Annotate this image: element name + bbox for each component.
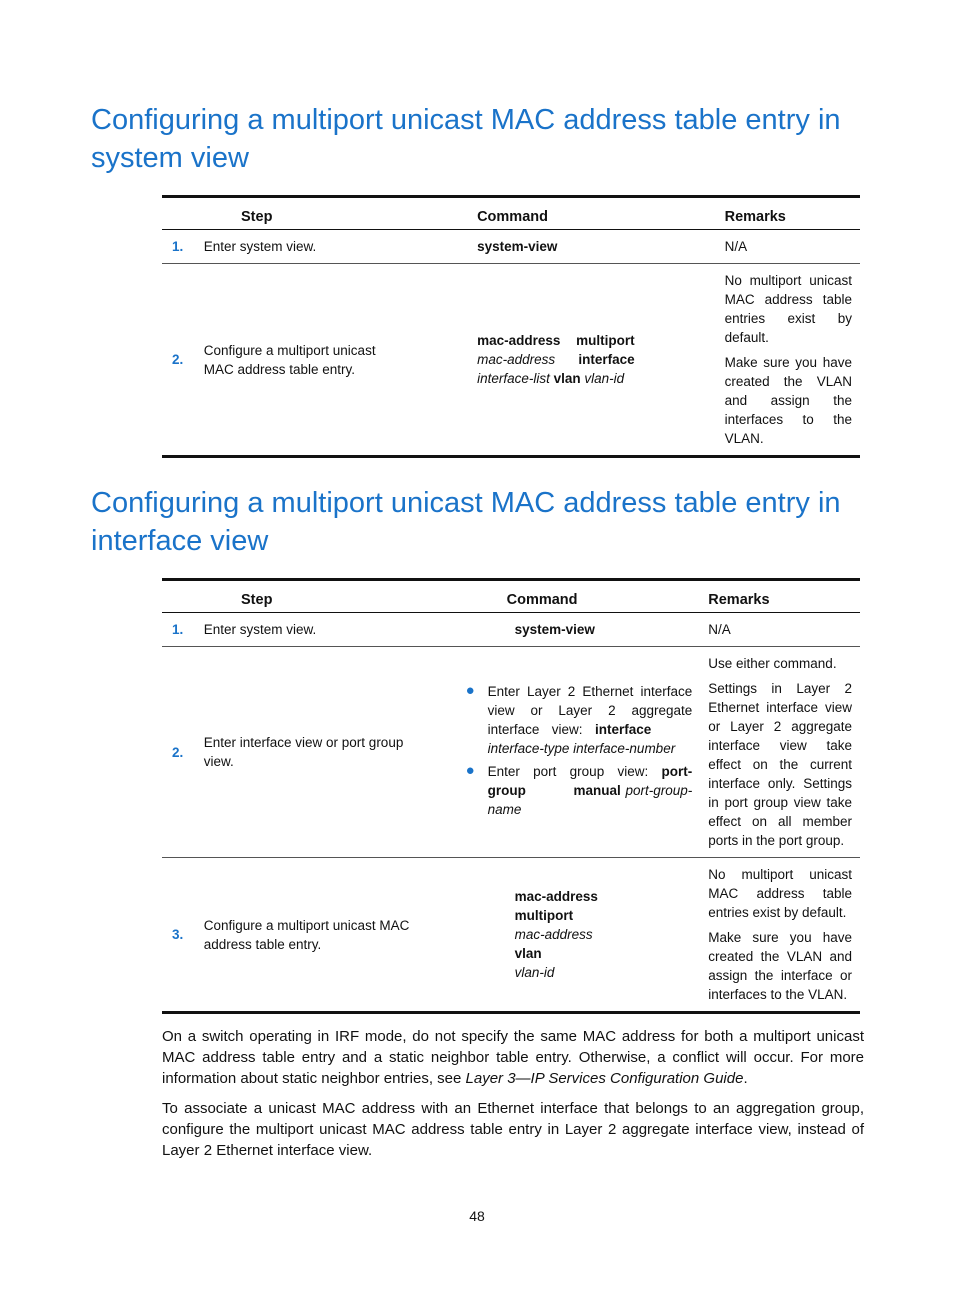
step-description: Configure a multiport unicast MAC address table entry. xyxy=(202,858,436,1013)
section-title-system-view: Configuring a multiport unicast MAC address table entry in system view xyxy=(91,104,841,174)
header-remarks: Remarks xyxy=(700,580,860,613)
remark-line: Settings in Layer 2 Ethernet interface view or Layer 2 aggregate interface view take effect on the current interface only. Settings in port group view take effect on all member ports in the port group. xyxy=(708,681,852,848)
step-description: Enter interface view or port group view. xyxy=(202,647,436,858)
table-row xyxy=(162,613,860,647)
aggregation-note-paragraph: To associate a unicast MAC address with an Ethernet interface that belongs to an aggregation group, configure the multiport unicast MAC address table entry in Layer 2 aggregate interface view, instead of Layer 2 Ethernet interface view. xyxy=(162,1100,864,1159)
step-number: 1. xyxy=(172,239,184,254)
step-number: 1. xyxy=(172,622,184,637)
table-row xyxy=(162,230,860,264)
remark-line: Make sure you have created the VLAN and assign the interface or interfaces to the VLAN. xyxy=(708,930,852,1002)
command-text: system-view xyxy=(514,622,595,637)
bullet-icon: ● xyxy=(465,761,475,779)
header-command: Command xyxy=(436,580,701,613)
table-row xyxy=(162,647,860,858)
step-description: Enter system view. xyxy=(203,239,317,254)
irf-note-paragraph: On a switch operating in IRF mode, do not specify the same MAC address for both a multiport unicast MAC address table entry and a static neighbor table entry. Otherwise, a conflict will occur. For more information about static neighbor entries, see Layer 3—IP Services Configuration Guide. xyxy=(162,1028,864,1087)
remark-line: Use either command. xyxy=(708,656,837,671)
command-text: mac-address multiport mac-address vlan vlan-id xyxy=(436,858,701,1013)
header-step: Step xyxy=(162,580,436,613)
step-description: Enter system view. xyxy=(203,622,317,637)
table-row xyxy=(162,858,860,1013)
step-number: 3. xyxy=(162,858,202,1013)
command-options xyxy=(436,647,701,858)
table-header-row xyxy=(162,197,860,230)
remarks-cell xyxy=(700,647,860,858)
remarks-cell: N/A xyxy=(708,622,731,637)
remark-line: No multiport unicast MAC address table entries exist by default. xyxy=(708,867,852,920)
header-step: Step xyxy=(162,197,469,230)
table-header-row xyxy=(162,580,860,613)
remarks-cell xyxy=(717,264,860,457)
header-remarks: Remarks xyxy=(717,197,860,230)
interface-view-steps-table xyxy=(162,578,860,1014)
remarks-cell xyxy=(700,858,860,1013)
bullet-icon: ● xyxy=(465,681,475,699)
command-text: system-view xyxy=(477,239,558,254)
command-text: mac-address multiport mac-address interface interface-list vlan vlan-id xyxy=(469,264,717,457)
step-description: Configure a multiport unicast MAC address table entry. xyxy=(202,264,469,457)
remark-line: No multiport unicast MAC address table entries exist by default. xyxy=(724,273,852,345)
section-title-interface-view: Configuring a multiport unicast MAC address table entry in interface view xyxy=(91,487,841,557)
header-command: Command xyxy=(469,197,717,230)
remark-line: Make sure you have created the VLAN and assign the interfaces to the VLAN. xyxy=(724,355,852,446)
list-item: ● Enter Layer 2 Ethernet interface view or Layer 2 aggregate interface view: interface interface-type interface-number xyxy=(465,681,693,756)
remarks-cell: N/A xyxy=(724,239,748,254)
table-row xyxy=(162,264,860,457)
step-number: 2. xyxy=(162,264,202,457)
step-number: 2. xyxy=(162,647,202,858)
list-item: ● Enter port group view: port-group manual port-group-name xyxy=(465,761,693,817)
page-number: 48 xyxy=(469,1208,485,1224)
system-view-steps-table xyxy=(162,195,860,458)
